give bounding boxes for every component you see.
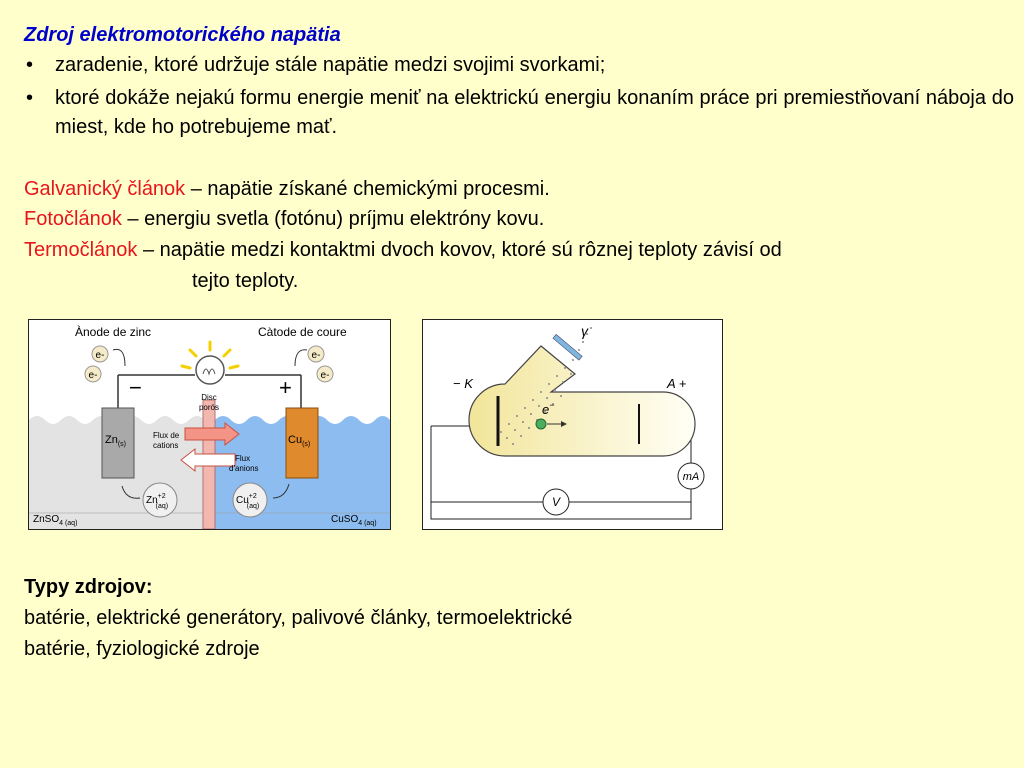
bullet-marker: •	[26, 54, 34, 76]
voltmeter-label: V	[551, 495, 561, 509]
cations-label: Flux de	[153, 431, 180, 440]
heading: Zdroj elektromotorického napätia	[24, 24, 341, 46]
term-photo: Fotočlánok	[24, 208, 122, 230]
types-text-line-2: batérie, fyziologické zdroje	[24, 638, 260, 660]
cations-label: cations	[153, 441, 179, 450]
bullet-marker: •	[26, 87, 34, 109]
bulb-icon	[196, 356, 224, 384]
cathode-label: Càtode de coure	[258, 325, 347, 339]
cell-line-thermo	[24, 236, 782, 264]
galvanic-cell-diagram	[29, 320, 390, 529]
electron-label: e-	[95, 350, 105, 361]
cell-line-photo	[24, 205, 544, 233]
electron-label: e-	[320, 370, 330, 381]
minus-terminal: −	[129, 375, 142, 400]
electron-label: e-	[311, 350, 321, 361]
anode-label: A +	[667, 376, 687, 391]
types-heading: Typy zdrojov:	[24, 576, 153, 598]
types-text-line-1: batérie, elektrické generátory, palivové články, termoelektrické	[24, 607, 573, 629]
bullet-text-1: zaradenie, ktoré udržuje stále napätie medzi svojimi svorkami;	[55, 54, 606, 76]
desc-photo: – energiu svetla (fotónu) príjmu elektróny kovu.	[121, 208, 545, 230]
bullet-text-2: ktoré dokáže nejakú formu energie meniť na elektrickú energiu konaním práce pri premiestňovaní náboja do miest, kde ho potrebujeme mať.	[55, 87, 1014, 138]
right-solution-label: CuSO$_{4 (aq)}$	[331, 514, 377, 527]
anions-label: Flux	[235, 454, 251, 463]
left-solution-label: ZnSO$_{4 (aq)}$	[33, 514, 78, 527]
electron-icon	[536, 419, 546, 429]
electron-label: e-	[88, 370, 98, 381]
copper-ion-label: $Cu^{+2}$ (aq)	[236, 493, 260, 510]
galvanic-cell-figure	[28, 319, 391, 530]
gamma-label: γ	[581, 323, 588, 339]
anions-label: d'anions	[229, 464, 259, 473]
zinc-ion-label: $Zn^{+2}$ (aq)	[146, 493, 169, 510]
photocell-figure	[422, 319, 723, 530]
cathode-label: − K	[453, 376, 473, 391]
term-galvanic: Galvanický článok	[24, 178, 186, 200]
disc-label: porós	[198, 403, 220, 412]
copper-electrode-label: $Cu_{(s)}$	[288, 434, 311, 448]
disc-label: Disc	[201, 393, 217, 402]
zinc-electrode-label: $Zn_{(s)}$	[105, 434, 127, 448]
photocell-diagram	[423, 320, 722, 529]
desc-galvanic: – napätie získané chemickými procesmi.	[185, 178, 550, 200]
desc-thermo-continuation: tejto teploty.	[192, 270, 299, 292]
desc-thermo: – napätie medzi kontaktmi dvoch kovov, ktoré sú rôznej teploty závisí od	[137, 239, 782, 261]
term-thermo: Termočlánok	[24, 239, 138, 261]
plus-terminal: +	[279, 375, 292, 400]
anode-label: Ànode de zinc	[75, 325, 152, 339]
cell-line-galvanic	[24, 175, 550, 203]
electron-label: e−	[542, 400, 555, 417]
ammeter-label: mA	[682, 471, 700, 483]
